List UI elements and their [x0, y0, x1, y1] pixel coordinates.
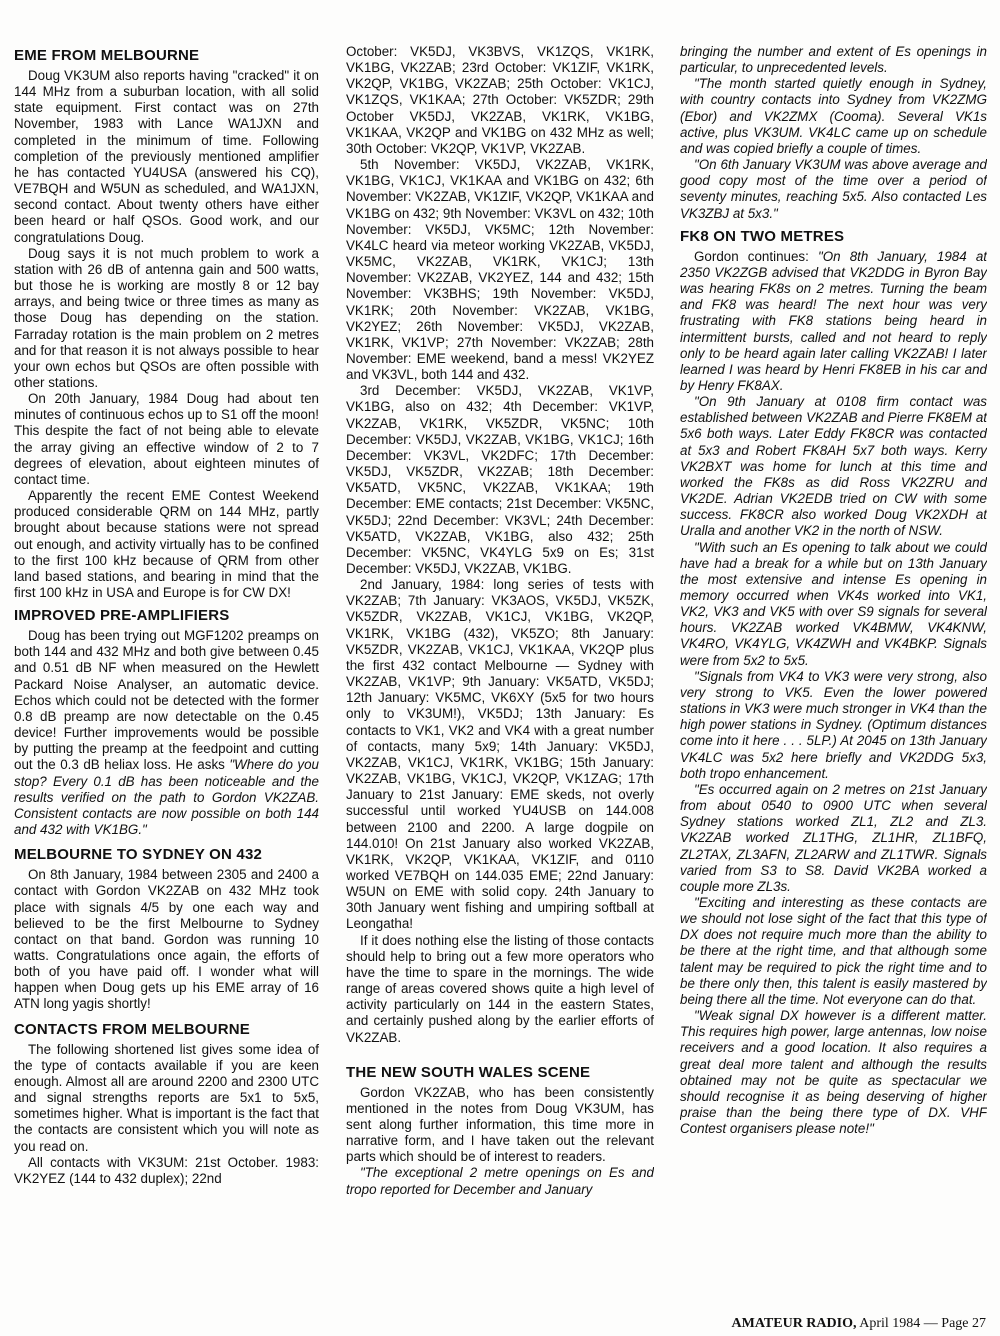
paragraph: October: VK5DJ, VK3BVS, VK1ZQS, VK1RK, VK1BG, VK2ZAB; 23rd October: VK1ZIF, VK1RK, VK2QP, VK1BG, VK2ZAB; 25th October: VK1CJ, VK1ZQS, VK1KAA; 27th October: VK5ZDR; 29th October VK5DJ, VK2ZAB, VK1RK, VK1BG, VK1KAA, VK2QP and VK1BG on 432 MHz as well; 30th October: VK2QP, VK1VP, VK2ZAB.: [346, 44, 654, 156]
paragraph: If it does nothing else the listing of those contacts should help to bring out a few more operators who have the time to spare in the mornings. The wide range of areas covered shows quite a high level of activity particularly on 144 in the eastern States, and certainly pushed along by the earlier efforts of VK2ZAB.: [346, 932, 654, 1045]
paragraph: Doug says it is not much problem to work a station with 26 dB of antenna gain and 500 watts, but those he is working are mostly 8 or 12 bay arrays, and being twice or three times as many as those Doug has depending on the station. Farraday rotation is the main problem on 2 metres and for that reason it is not always possible to hear your own echos but QSOs are often possible with other stations.: [14, 245, 319, 390]
paragraph: Doug VK3UM also reports having "cracked" it on 144 MHz from a suburban location, with all solid state equipment. First contact was on 27th November, 1983 with Lance WA1JXN and completed in the minimum of time. Following completion of the previously mentioned amplifier he has contacted YU4USA (answered his CQ), VE7BQH and W5UN as scheduled, and WA1JXN, second contact. About twenty others have either been heard or half QSOs. Good work, and our congratulations Doug.: [14, 68, 319, 245]
heading-fk8-on-two-metres: FK8 ON TWO METRES: [680, 227, 845, 245]
paragraph: 3rd December: VK5DJ, VK2ZAB, VK1VP, VK1BG, also on 432; 4th December: VK1VP, VK2ZAB, VK1RK, VK5ZDR, VK5NC; 10th December: VK5DJ, VK2ZAB, VK1BG, VK1CJ; 16th December: VK3VL, VK2DFC; 17th December: VK5DJ, VK5ZDR, VK2ZAB; 18th December: VK5ATD, VK5NC, VK2ZAB, VK1KAA; 19th December: EME contacts; 21st December: VK5NC, VK5DJ; 22nd December: VK3VL; 24th December: VK5ATD, VK2ZAB, VK1BG, also 432; 25th December: VK5NC, VK4YLG 5x9 on Es; 31st December: VK5DJ, VK2ZAB, VK1BG.: [346, 383, 654, 576]
paragraph: Apparently the recent EME Contest Weekend produced considerable QRM on 144 MHz, partly brought about because stations were not spread out enough, and activity virtually has to be confined to the first 100 kHz because of QRM from other land based stations, and bearing in mind that the first 100 kHz in USA and Europe is for CW DX!: [14, 488, 319, 600]
paragraph: On 20th January, 1984 Doug had about ten minutes of continuous echos up to S1 off the moon! This despite the fact of not being able to elevate the array giving an effective window of 2 to 7 degrees of elevation, about eighteen minutes of contact time.: [14, 391, 319, 487]
column-left: [14, 44, 319, 1324]
quote-text: "On 8th January, 1984 at 2350 VK2ZGB advised that VK2DDG in Byron Bay was hearing FK8s on 2 metres. Turning the beam and FK8 was heard! The next hour was very frustrating with FK8 stations being heard in intermittent bursts, called and not heard to reply only to be heard again later calling VK2ZAB! I later learned I was heard by Henri FK8EB in his car and by Henry FK8AX.: [680, 248, 987, 393]
footer-date: April 1984 —: [859, 1316, 938, 1331]
paragraph: "Exciting and interesting as these contacts are we should not lose sight of the fact that this type of DX does not require much more than the ability to be there at the right time, and that although some talent may be required to pick the right time and to be there only then, this talent is easily mastered by being there all the time. Not everyone can do that.: [680, 894, 987, 1007]
heading-eme-from-melbourne: EME FROM MELBOURNE: [14, 47, 200, 64]
paragraph: All contacts with VK3UM: 21st October. 1983: VK2YEZ (144 to 432 duplex); 22nd: [14, 1154, 319, 1186]
paragraph: Gordon VK2ZAB, who has been consistently mentioned in the notes from Doug VK3UM, has sent along further information, this time more in narrative form, and I have taken out the relevant parts which should be of interest to readers.: [346, 1084, 654, 1165]
column-right: [680, 44, 987, 1294]
paragraph: 5th November: VK5DJ, VK2ZAB, VK1RK, VK1BG, VK1CJ, VK1KAA and VK1BG on 432; 6th November: VK2ZAB, VK1ZIF, VK2QP, VK1KAA and VK1BG on 432; 9th November: VK3VL on 432; 10th November: VK5DJ, VK5MC; 12th November: VK4LC heard via meteor working VK2ZAB, VK5DJ, VK5MC, VK2ZAB, VK1RK, VK1CJ; 13th November: VK2ZAB, VK2YEZ, 144 and 432; 15th November: VK3BHS; 19th November: VK5DJ, VK1RK; 20th November: VK2ZAB, VK1BG, VK2YEZ; 26th November: VK5DJ, VK2ZAB, VK1RK, VK1VP; 27th November: VK2ZAB; 28th November: EME weekend, band a mess! VK2YEZ and VK3VL, both 144 and 432.: [346, 157, 654, 383]
paragraph: [680, 249, 987, 394]
paragraph: The following shortened list gives some idea of the type of contacts available if you are keen enough. Almost all are around 2200 and 2300 UTC and signal strengths reports are 5x1 to 5x5, sometimes higher. What is important is the fact that the contacts are consistent which you will note as you read on.: [14, 1041, 319, 1154]
footer-magazine: AMATEUR RADIO,: [731, 1316, 857, 1331]
paragraph: "With such an Es opening to talk about we could have had a break for a while but on 13th January the most extensive and intense Es opening in memory occurred when VK4s worked into VK1, VK2, VK3 and VK5 with over S9 signals for several hours. VK2ZAB worked VK4BMW, VK4KNW, VK4RO, VK4YLG, VK4ZWH and VK4BKP. Signals were from 5x2 to 5x5.: [680, 539, 987, 668]
paragraph: "On 6th January VK3UM was above average and good copy most of the time over a period of seventy minutes, reaching 5x5. Also contacted Les VK3ZBJ at 5x3.": [680, 157, 987, 221]
paragraph: "The month started quietly enough in Sydney, with country contacts into Sydney from VK2ZMG (Ebor) and VK2ZMX (Cooma). Several VK1s active, plus VK3UM. VK4LC came up on schedule and was copied briefly a couple of times.: [680, 76, 987, 156]
paragraph: On 8th January, 1984 between 2305 and 2400 a contact with Gordon VK2ZAB on 432 MHz took place with signals 4/5 by one each way and believed to be the first Melbourne to Sydney contact on that band. Gordon was running 10 watts. Congratulations once again, the efforts of both of you have paid off. I wonder what will happen when Doug gets up his EME array of 16 ATN long yagis shortly!: [14, 867, 319, 1012]
paragraph-text: Gordon continues:: [694, 248, 818, 264]
column-middle: [346, 44, 654, 1324]
paragraph: bringing the number and extent of Es openings in particular, to unprecedented levels.: [680, 44, 987, 76]
heading-new-south-wales-scene: THE NEW SOUTH WALES SCENE: [346, 1063, 591, 1081]
paragraph: "The exceptional 2 metre openings on Es and tropo reported for December and January: [346, 1165, 654, 1197]
paragraph: "Es occurred again on 2 metres on 21st January from about 0540 to 0900 UTC when several Sydney stations worked ZL1, ZL2 and ZL3. VK2ZAB worked ZL1THG, ZL1HR, ZL1BFQ, ZL2TAX, ZL3AFN, ZL2ARW and ZL1TWR. Signals varied from S3 to S8. David VK2BA worked a couple more ZL3s.: [680, 781, 987, 894]
paragraph: "Weak signal DX however is a different matter. This requires high power, large antennas, low noise receivers and a good location. It also requires a great deal more talent and although the results obtained may not be quite as spectacular we should recognise it as being deserving of higher praise than the being there type of DX. VHF Contest organisers please note!": [680, 1008, 987, 1137]
paragraph: [14, 628, 319, 838]
heading-contacts-from-melbourne: CONTACTS FROM MELBOURNE: [14, 1020, 250, 1038]
heading-improved-pre-amplifiers: IMPROVED PRE-AMPLIFIERS: [14, 607, 230, 625]
page-footer: [732, 1316, 986, 1332]
footer-page-number: Page 27: [941, 1316, 986, 1331]
paragraph-text: Doug has been trying out MGF1202 preamps on both 144 and 432 MHz and both give between 0.45 and 0.51 dB NF when measured on the Hewlett Packard Noise Analyser, an automatic device. Echos which could not be detected with the former 0.8 dB preamp are now detectable on the 0.45 device! Further improvements would be possible by putting the preamp at the feedpoint and cutting out the 0.3 dB heliax loss. He asks: [14, 628, 319, 773]
paragraph: "Signals from VK4 to VK3 were very strong, also very strong to VK5. Even the lower powered stations in VK3 were much stronger in VK4 than the high power stations in Sydney. (Optimum distances come into it here . . . 5LP.) At 2045 on 13th January VK4LC was 5x2 here briefly and VK2DDG 5x3, both tropo enhancement.: [680, 668, 987, 781]
paragraph: 2nd January, 1984: long series of tests with VK2ZAB; 7th January: VK3AOS, VK5DJ, VK5ZK, VK5ZDR, VK2ZAB, VK1CJ, VK1BG, VK2QP, VK1RK, VK1BG (432), VK5ZO; 8th January: VK5ZDR, VK2ZAB, VK1CJ, VK1KAA, VK2QP plus the first 432 contact Melbourne — Sydney with VK2ZAB, VK1VP; 9th January: VK5ATD, VK5DJ; 12th January: VK5MC, VK6XY (5x5 for two hours only to VK3UM!), VK5DJ; 13th January: Es contacts to VK1, VK2 and VK4 with a great number of contacts, many 5x9; 14th January: VK5DJ, VK2ZAB, VK1CJ, VK1RK, VK1BG; 15th January: VK2ZAB, VK1BG, VK1CJ, VK2QP, VK1ZAG; 17th January to 21st January: EME skeds, not overly successful until worked YU4USB on 144.008 between 2100 and 2200. A large dogpile on 144.010! On 21st January also worked VK2ZAB, VK1RK, VK2QP, VK1KAA, VK1ZIF, and 0110 worked VE7BQH on 144.035 EME; 22nd January: W5UN on EME with solid copy. 24th January to 30th January went fishing and umpiring softball at Leongatha!: [346, 577, 654, 932]
paragraph: "On 9th January at 0108 firm contact was established between VK2ZAB and Pierre FK8EM at 5x6 both ways. Later Eddy FK8CR was contacted at 5x3 and Robert FK8AH 5x7 both ways. Kerry VK2BXT was home for lunch at this time and worked the FK8s as did Ross VK2ZRU and VK2DE. Adrian VK2EDB tried on CW with some success. FK8CR also worked Doug VK2XDH at Uralla and another VK2 in the north of NSW.: [680, 394, 987, 539]
quote-text: "Where do you stop? Every 0.1 dB has been noticeable and the results verified on the path to Gordon VK2ZAB. Consistent contacts are now possible on both 144 and 432 with VK1BG.": [14, 757, 319, 838]
heading-melbourne-to-sydney: MELBOURNE TO SYDNEY ON 432: [14, 846, 263, 864]
